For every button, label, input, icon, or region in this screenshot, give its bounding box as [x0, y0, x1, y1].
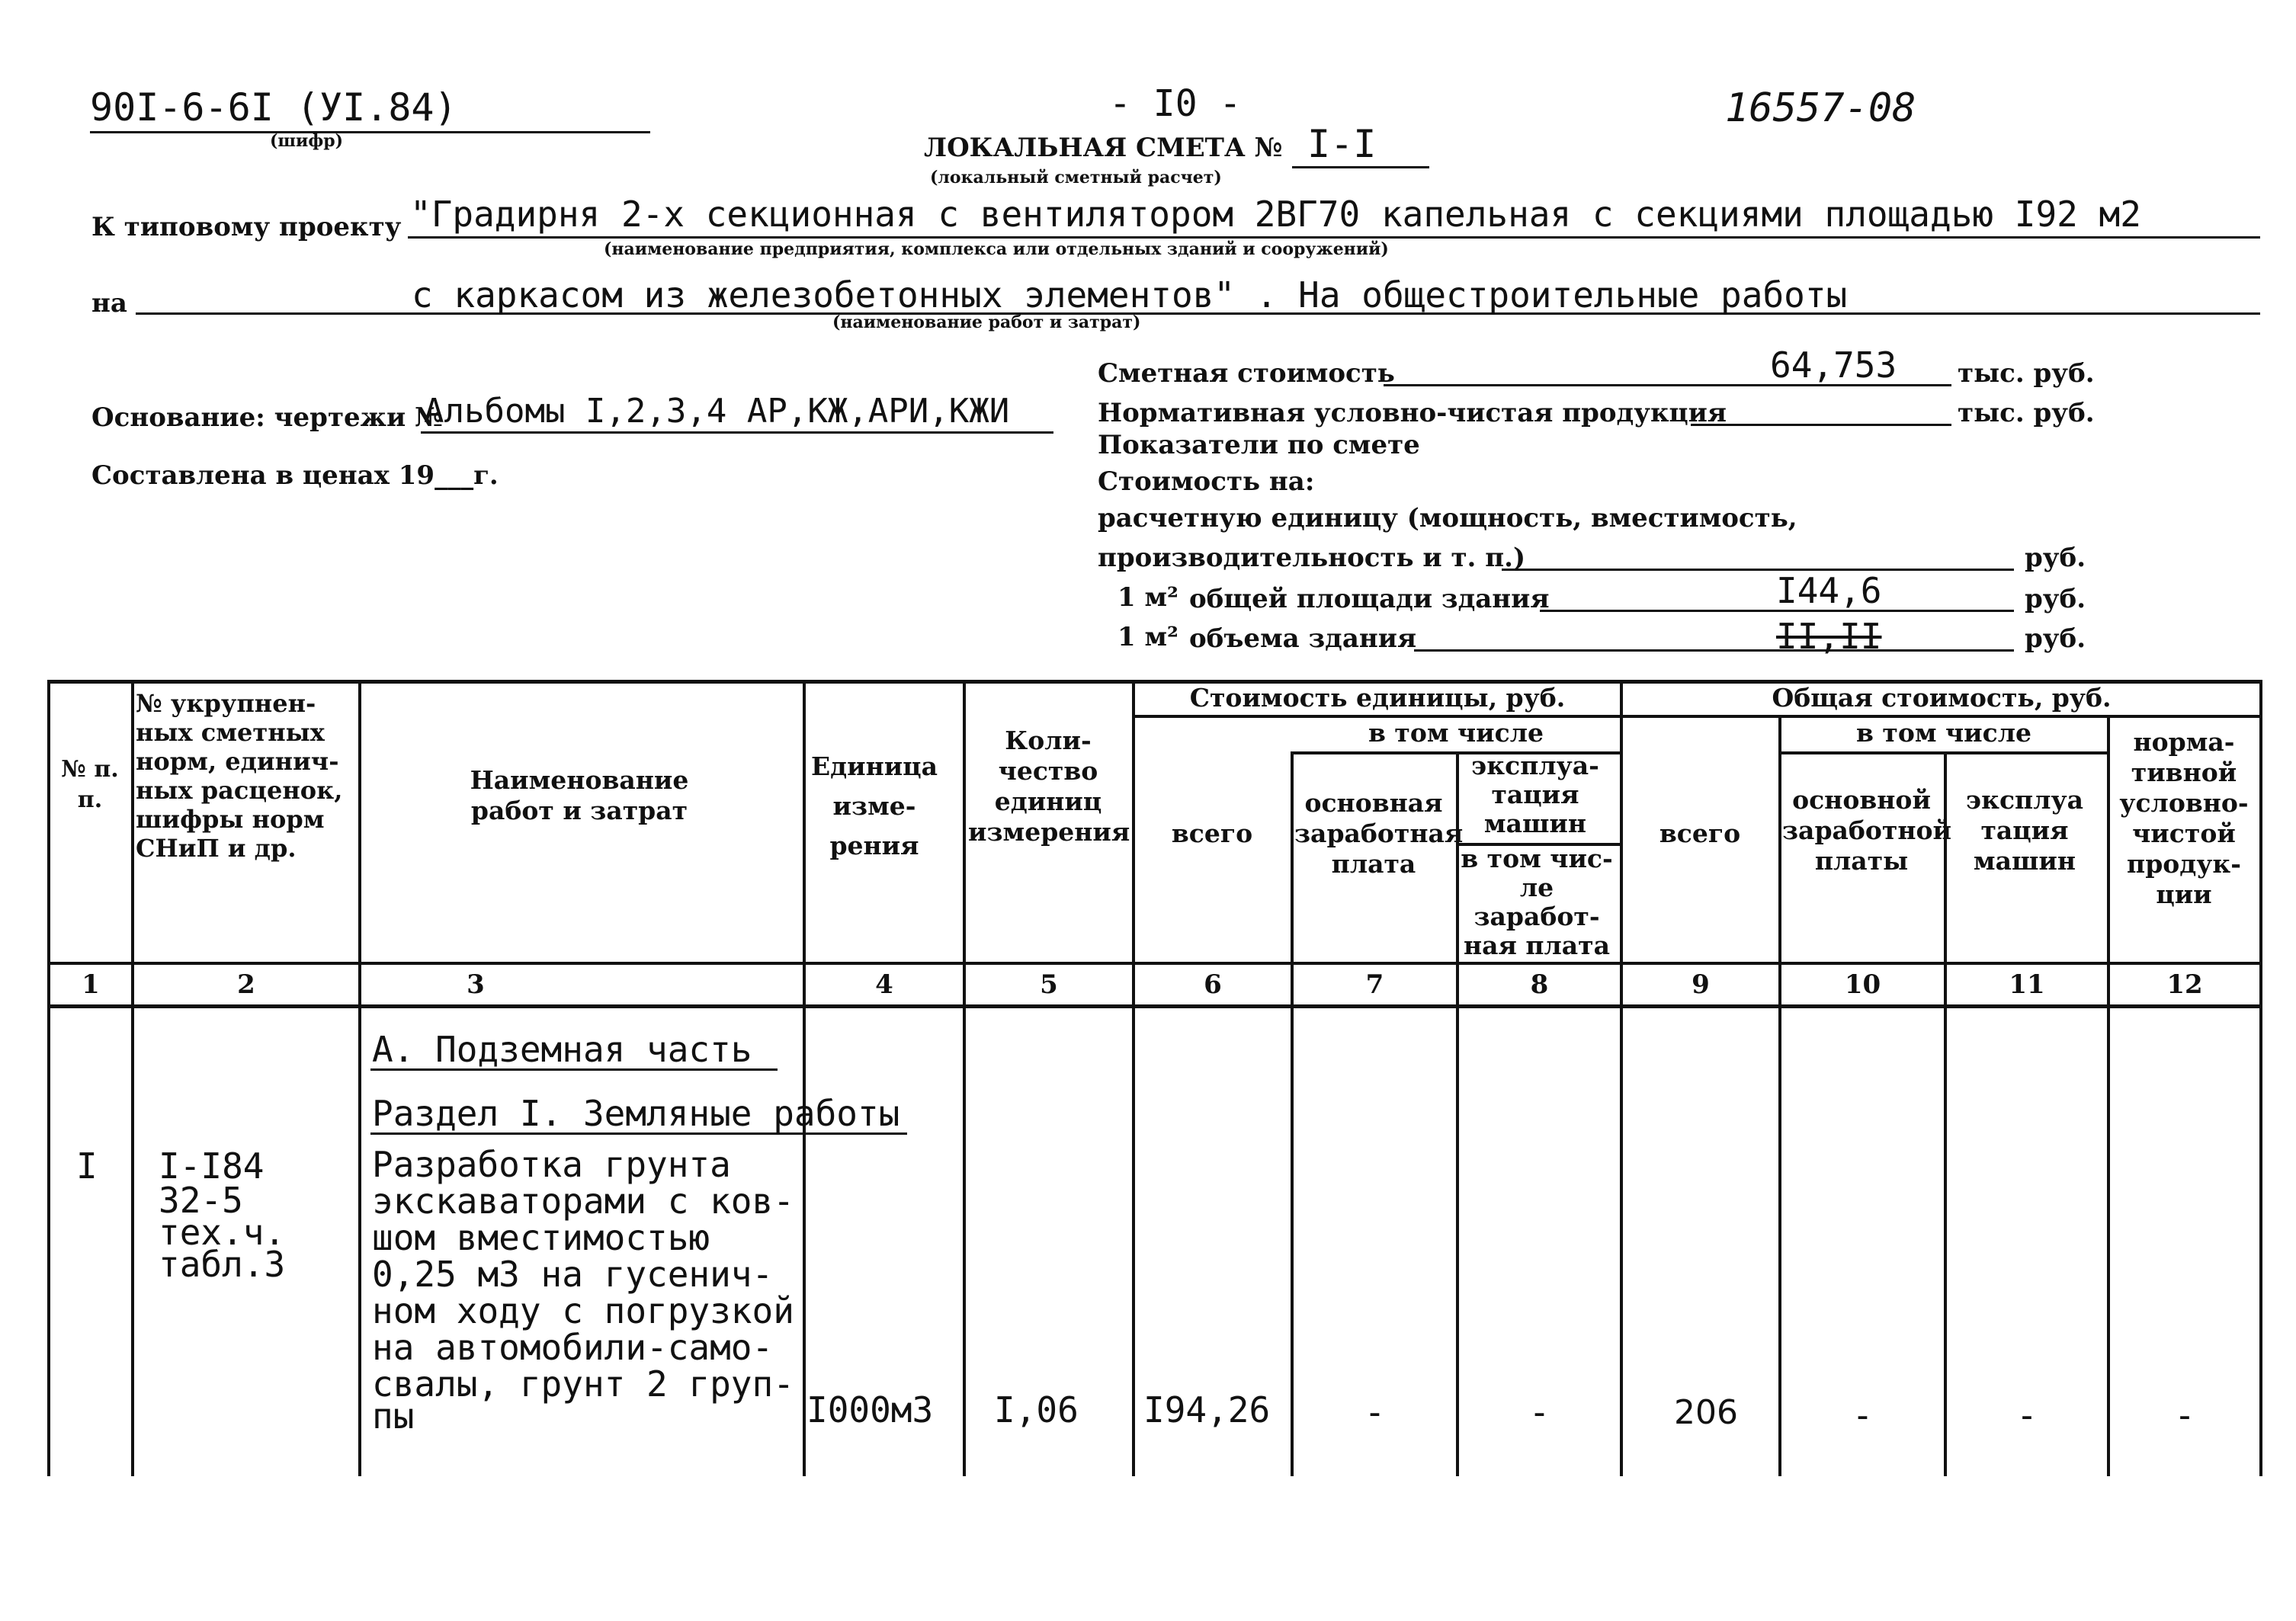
unit-line-2: производительность и т. п.): [1098, 543, 1526, 573]
section-a-underline: [370, 1068, 778, 1071]
project-value: "Градирня 2-х секционная с вентилятором 2ВГ70 капельная с секциями площадью I92 м2: [410, 194, 2141, 235]
header-incl-1: в том числе: [1368, 718, 1544, 748]
volume-underline: [1414, 649, 2014, 652]
row-total-machine: -: [2016, 1395, 2038, 1436]
col-number-11: 11: [2009, 969, 2045, 1000]
header-col-6: всего: [1171, 819, 1253, 848]
on-label: на: [91, 288, 127, 319]
on-underline-left: [136, 312, 410, 315]
estimate-number: I-I: [1307, 122, 1377, 166]
vline-12: [2259, 680, 2262, 1476]
vline-11: [2107, 715, 2110, 1476]
row-total: 206: [1674, 1393, 1738, 1432]
col-number-3: 3: [467, 969, 485, 1000]
vline-7: [1456, 751, 1459, 1476]
col-number-5: 5: [1040, 969, 1058, 1000]
cost-value: 64,753: [1770, 344, 1897, 386]
estimate-caption: (локальный сметный расчет): [930, 168, 1222, 187]
section-1-underline: [370, 1132, 907, 1135]
vline-1: [131, 680, 134, 1476]
cost-unit: тыс. руб.: [1958, 358, 2095, 389]
unit-unit: руб.: [2025, 543, 2086, 573]
project-label: К типовому проекту: [91, 212, 402, 242]
vline-5: [1132, 680, 1135, 1476]
section-1-title: Раздел I. Земляные работы: [372, 1093, 900, 1134]
basis-underline: [421, 431, 1053, 434]
cost-on-label: Стоимость на:: [1098, 466, 1315, 497]
col-number-1: 1: [82, 969, 100, 1000]
row-name-1: Разработка грунта: [372, 1144, 731, 1185]
header-total-cost: Общая стоимость, руб.: [1772, 683, 2112, 713]
on-value: с каркасом из железобетонных элементов" . На общестроительные работы: [412, 274, 1848, 316]
row-name-8: пы: [372, 1395, 415, 1437]
vline-3: [803, 680, 806, 1476]
volume-value: II,II: [1776, 616, 1882, 657]
row-name-3: шом вместимостью: [372, 1217, 710, 1258]
unit-line-1: расчетную единицу (мощность, вместимость,: [1098, 503, 1797, 533]
header-col-10: основной заработной платы: [1782, 785, 1952, 876]
basis-value: Альбомы I,2,3,4 АР,КЖ,АРИ,КЖИ: [424, 392, 1010, 431]
volume-unit: руб.: [2025, 623, 2086, 654]
code: 90I-6-6I (УI.84): [90, 85, 457, 130]
row-unit: I000м3: [806, 1389, 934, 1430]
row-code-2: 32-5: [159, 1180, 243, 1221]
header-col-4: Единица изме-рения: [810, 751, 938, 860]
project-caption: (наименование предприятия, комплекса или отдельных зданий и сооружений): [604, 239, 1389, 259]
on-underline: [410, 312, 2260, 315]
volume-label: объема здания: [1189, 623, 1417, 654]
code-underline: [90, 131, 650, 133]
unit-underline: [1502, 569, 2014, 571]
colnum-bottom-line: [47, 1004, 2261, 1008]
row-unit-total: I94,26: [1143, 1389, 1271, 1430]
row-unit-wage: -: [1364, 1392, 1386, 1433]
header-col-2: № укрупнен-ных сметных норм, единич-ных расценок, шифры норм СНиП и др.: [136, 689, 343, 863]
cost-label: Сметная стоимость: [1098, 358, 1395, 389]
header-col-5: Коли-чество единиц измерения: [968, 726, 1130, 847]
header-col-3: Наименование работ и затрат: [470, 765, 689, 825]
header-incl-2: в том числе: [1855, 718, 2032, 748]
vline-8: [1620, 680, 1623, 1476]
header-col-9: всего: [1659, 819, 1741, 848]
row-total-wage: -: [1852, 1395, 1874, 1436]
area-prefix: 1 м²: [1118, 582, 1178, 613]
area-unit: руб.: [2025, 584, 2086, 614]
volume-prefix: 1 м²: [1118, 622, 1178, 652]
vline-10: [1944, 751, 1947, 1476]
col-number-6: 6: [1204, 969, 1222, 1000]
vline-6: [1291, 751, 1294, 1476]
area-label: общей площади здания: [1189, 584, 1550, 614]
section-a-title: А. Подземная часть: [372, 1029, 752, 1070]
col-number-8: 8: [1530, 969, 1549, 1000]
basis-label: Основание: чертежи №: [91, 402, 443, 433]
npp-unit: тыс. руб.: [1958, 398, 2095, 428]
row-name-6: на автомобили-само-: [372, 1327, 774, 1368]
row-name-4: 0,25 м3 на гусенич-: [372, 1254, 774, 1295]
indicators-label: Показатели по смете: [1098, 430, 1420, 460]
area-value: I44,6: [1776, 570, 1882, 611]
vline-9: [1778, 715, 1781, 1476]
header-col-8b: в том чис-ле заработ-ная плата: [1461, 844, 1613, 960]
row-code-1: I-I84: [159, 1145, 265, 1187]
npp-underline: [1691, 424, 1951, 426]
header-col-7: основная заработная плата: [1294, 788, 1464, 879]
col-number-10: 10: [1844, 969, 1881, 1000]
col-number-9: 9: [1692, 969, 1710, 1000]
vline-0: [47, 680, 50, 1476]
header-col-1: № п. п.: [61, 756, 119, 813]
row-code-4: табл.3: [159, 1244, 286, 1285]
estimate-title: ЛОКАЛЬНАЯ СМЕТА №: [924, 133, 1283, 163]
page-number: - I0 -: [1109, 82, 1242, 125]
doc-number: 16557-08: [1725, 85, 1916, 131]
col-number-4: 4: [875, 969, 893, 1000]
row-qty: I,06: [994, 1389, 1079, 1430]
row-number: I: [76, 1145, 98, 1187]
header-unit-cost: Стоимость единицы, руб.: [1189, 683, 1566, 713]
row-name-5: ном ходу с погрузкой: [372, 1290, 794, 1331]
row-unit-machine: -: [1528, 1392, 1550, 1433]
header-col-8a: эксплуа-тация машин: [1471, 751, 1599, 838]
row-npp: -: [2174, 1395, 2195, 1436]
npp-label: Нормативная условно-чистая продукция: [1098, 398, 1727, 428]
header-col-11: эксплуа тация машин: [1966, 785, 2083, 876]
row-code-3: тех.ч.: [159, 1212, 286, 1253]
vline-4: [963, 680, 966, 1476]
estimate-number-underline: [1292, 166, 1429, 168]
col-number-2: 2: [237, 969, 255, 1000]
row-name-7: свалы, грунт 2 груп-: [372, 1363, 794, 1405]
row-name-2: экскаваторами с ков-: [372, 1181, 794, 1222]
col-number-12: 12: [2166, 969, 2203, 1000]
header-bottom-line: [47, 962, 2261, 965]
code-caption: (шифр): [270, 131, 344, 151]
project-underline: [408, 236, 2260, 239]
incl-subline-2: [1778, 751, 2107, 754]
prices-label: Составлена в ценах 19___г.: [91, 460, 499, 491]
on-caption: (наименование работ и затрат): [832, 312, 1141, 332]
header-col-12: норма-тивной условно-чистой продук-ции: [2119, 727, 2249, 909]
col-number-7: 7: [1365, 969, 1384, 1000]
vline-2: [358, 680, 361, 1476]
